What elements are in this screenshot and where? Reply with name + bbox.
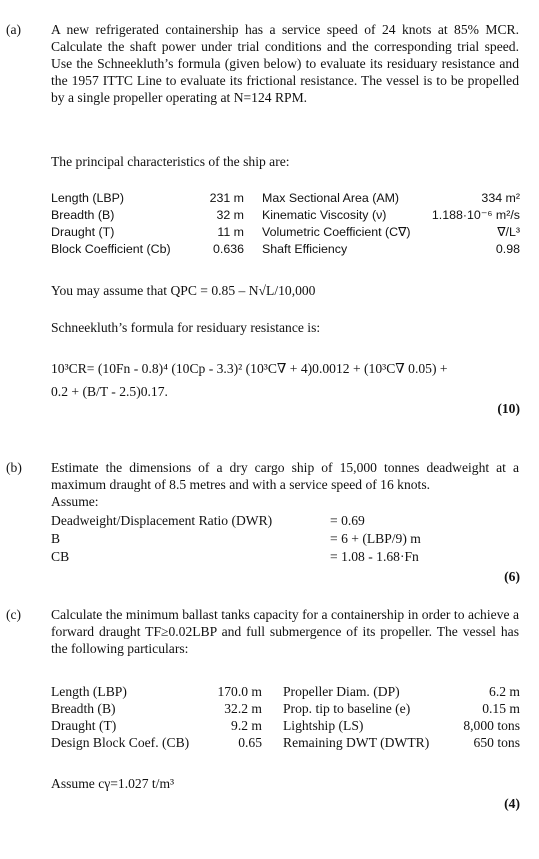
b-row-1-value: = 6 + (LBP/9) m bbox=[330, 531, 421, 546]
c-row-2-left-label: Draught (T) bbox=[51, 718, 117, 733]
b-row-0-label: Deadweight/Displacement Ratio (DWR) bbox=[51, 513, 273, 528]
a-row-2-left-label: Draught (T) bbox=[51, 225, 115, 239]
c-row-0-right-label: Propeller Diam. (DP) bbox=[283, 684, 400, 699]
part-b-marks: (6) bbox=[504, 569, 520, 584]
b-row-0-value: = 0.69 bbox=[330, 513, 365, 528]
a-row-0-left-label: Length (LBP) bbox=[51, 191, 125, 205]
b-row-2-value: = 1.08 - 1.68·Fn bbox=[330, 549, 419, 564]
b-row-2-label: CB bbox=[51, 549, 70, 564]
a-row-0-right-value: 334 m² bbox=[481, 191, 520, 205]
c-row-0-left-value: 170.0 m bbox=[217, 684, 262, 699]
c-row-3-left-label: Design Block Coef. (CB) bbox=[51, 735, 190, 750]
c-row-2-left-value: 9.2 m bbox=[231, 718, 262, 733]
b-row-1-label: B bbox=[51, 531, 61, 546]
c-row-3-left-value: 0.65 bbox=[238, 735, 262, 750]
a-row-3-right-value: 0.98 bbox=[495, 242, 520, 256]
c-row-1-left-value: 32.2 m bbox=[224, 701, 262, 716]
part-b-intro: Estimate the dimensions of a dry cargo ship of 15,000 tonnes deadweight at a maximum draught of 8.5 metres and with a service speed of 16 knots. bbox=[51, 460, 519, 492]
a-row-2-right-value: ∇/L³ bbox=[497, 225, 520, 239]
a-row-2-right-label: Volumetric Coefficient (C∇) bbox=[262, 225, 411, 239]
a-row-2-left-value: 11 m bbox=[217, 225, 244, 239]
schneekluth-heading: Schneekluth’s formula for residuary resistance is: bbox=[51, 320, 321, 335]
a-row-1-left-value: 32 m bbox=[216, 208, 244, 222]
part-c-intro: Calculate the minimum ballast tanks capacity for a containership in order to achieve a forward draught TF≥0.02LBP and full submergence of its propeller. The vessel has the following particulars: bbox=[51, 607, 519, 656]
c-row-1-left-label: Breadth (B) bbox=[51, 701, 116, 716]
c-row-1-right-value: 0.15 m bbox=[482, 701, 520, 716]
part-a-marks: (10) bbox=[497, 401, 520, 416]
part-b-label: (b) bbox=[6, 460, 22, 475]
c-row-2-right-value: 8,000 tons bbox=[463, 718, 520, 733]
formula-line-1: 10³CR= (10Fn - 0.8)⁴ (10Cp - 3.3)² (10³C∇ + 4)0.0012 + (10³C∇ 0.05) + bbox=[51, 361, 448, 376]
a-row-3-right-label: Shaft Efficiency bbox=[262, 242, 348, 256]
a-row-3-left-label: Block Coefficient (Cb) bbox=[51, 242, 171, 256]
c-row-1-right-label: Prop. tip to baseline (e) bbox=[283, 701, 411, 716]
a-row-1-left-label: Breadth (B) bbox=[51, 208, 115, 222]
part-c-marks: (4) bbox=[504, 796, 520, 811]
a-row-3-left-value: 0.636 bbox=[212, 242, 244, 256]
part-a-label: (a) bbox=[6, 22, 22, 37]
c-row-2-right-label: Lightship (LS) bbox=[283, 718, 364, 733]
c-row-0-left-label: Length (LBP) bbox=[51, 684, 127, 699]
a-row-0-left-value: 231 m bbox=[209, 191, 244, 205]
c-row-3-right-label: Remaining DWT (DWTR) bbox=[283, 735, 430, 750]
part-c-assume: Assume cγ=1.027 t/m³ bbox=[51, 776, 175, 791]
a-row-1-right-value: 1.188·10⁻⁶ m²/s bbox=[431, 208, 520, 222]
formula-line-2: 0.2 + (B/T - 2.5)0.17. bbox=[51, 384, 168, 399]
part-b-assume: Assume: bbox=[51, 494, 99, 509]
c-row-0-right-value: 6.2 m bbox=[489, 684, 520, 699]
qpc-note: You may assume that QPC = 0.85 – N√L/10,000 bbox=[51, 283, 316, 298]
c-row-3-right-value: 650 tons bbox=[473, 735, 520, 750]
principal-heading: The principal characteristics of the ship are: bbox=[51, 154, 290, 169]
part-c-label: (c) bbox=[6, 607, 22, 622]
a-row-0-right-label: Max Sectional Area (AM) bbox=[262, 191, 400, 205]
part-a-intro: A new refrigerated containership has a service speed of 24 knots at 85% MCR. Calculate the shaft power under trial conditions and the corresponding trial speed. Use the Schneekluth’s formula (given below) to evaluate its residuary resistance and the 1957 ITTC Line to evaluate its frictional resistance. The vessel is to be propelled by a single propeller operating at N=124 RPM. bbox=[51, 22, 519, 105]
a-row-1-right-label: Kinematic Viscosity (ν) bbox=[262, 208, 387, 222]
